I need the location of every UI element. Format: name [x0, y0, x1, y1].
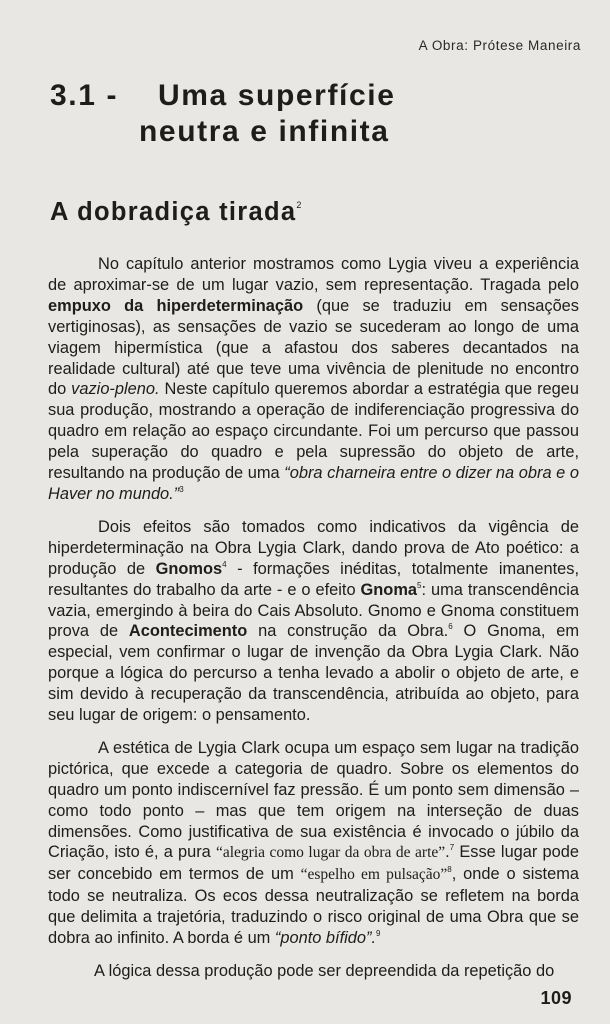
text-run: No capítulo anterior mostramos como Lygia viveu a experiência de aproximar-se de um lugar vazio, sem representação. Tragada pelo	[48, 255, 579, 294]
serif-quote: “alegria como lugar da obra de arte”	[215, 844, 446, 862]
chapter-heading	[50, 78, 395, 150]
text-run: Neste capítulo queremos abordar a estratégia que regeu sua produção, mostrando a operação de indiferenciação progressiva do quadro em relação ao espaço circundante. Foi um percurso que passou pela superação do quadro e pela supressão do objeto de arte, resultando na produção de uma	[48, 380, 579, 483]
paragraph	[48, 254, 579, 505]
section-title: A dobradiça tirada	[50, 198, 297, 226]
text-run: .	[445, 843, 450, 862]
section-heading	[50, 198, 301, 227]
bold-term: Acontecimento	[128, 622, 248, 641]
italic-quote: “ponto bífido”.	[274, 929, 377, 948]
footnote-marker: 2	[296, 200, 302, 210]
bold-term: Gnomos	[155, 559, 223, 578]
bold-term: Gnoma	[360, 580, 418, 599]
footnote-marker: 3	[179, 484, 184, 494]
text-run: A lógica dessa produção pode ser depreendida da repetição do	[94, 962, 555, 980]
text-run: O Gnoma, em especial, vem confirmar o lugar de invenção da Obra Lygia Clark. Não porque a lógica do percurso a tenha levado a abolir o objeto de arte, e sim devido à recuperação da transcendência, atribuída ao objeto, para seu lugar de origem: o pensamento.	[48, 622, 579, 725]
footnote-marker: 7	[449, 843, 455, 853]
text-run: Esse lugar pode ser concebido em termos de um	[48, 843, 580, 884]
body-text	[48, 254, 579, 994]
footnote-marker: 6	[448, 622, 453, 632]
paragraph	[48, 517, 579, 726]
text-run: A estética de Lygia Clark ocupa um espaço sem lugar na tradição pictórica, que excede a categoria de quadro. Sobre os elementos do quadro um ponto indiscernível faz pressão. É um ponto sem dimensão – como todo ponto – mas que tem origem na interseção de duas dimensões. Como justificativa de sua existência é invocado o júbilo da Criação, isto é, a pura	[48, 738, 579, 862]
italic-term: vazio-pleno.	[71, 380, 160, 399]
footnote-marker: 8	[447, 865, 452, 875]
text-run: (que se traduziu em sensações vertiginosas), as sensações de vazio se sucederam ao longo de uma viagem hipermística (que a afastou dos saberes decantados na realidade cultural) até que teve uma vivência de plenitude no encontro do	[48, 296, 579, 399]
chapter-title-line2: neutra e infinita	[139, 115, 390, 148]
paragraph	[48, 738, 579, 949]
chapter-title-line1: Uma superfície	[158, 79, 396, 112]
text-run: : uma transcendência vazia, emergindo à beira do Cais Absoluto. Gnomo e Gnoma constituem prova de	[48, 580, 579, 641]
footnote-marker: 4	[222, 559, 227, 569]
running-head: A Obra: Prótese Maneira	[418, 38, 581, 53]
footnote-marker: 5	[417, 580, 422, 590]
text-run: , onde o sistema todo se neutraliza. Os ecos dessa neutralização se refletem na borda que delimita a trajetória, traduzindo o risco original de uma Obra que se dobra ao infinito. A borda é um	[48, 865, 579, 948]
italic-quote: “obra charneira entre o dizer na obra e o Haver no mundo.”	[48, 464, 579, 503]
footnote-marker: 9	[376, 929, 381, 939]
bold-term: empuxo da hiperdeterminação	[48, 296, 304, 315]
text-run: Dois efeitos são tomados como indicativos da vigência de hiperdeterminação na Obra Lygia Clark, dando prova de Ato poético: a produção de	[48, 517, 579, 578]
page-number: 109	[540, 988, 572, 1008]
serif-quote: “espelho em pulsação”	[300, 866, 448, 884]
paragraph	[48, 961, 579, 982]
text-run: - formações inéditas, totalmente imanentes, resultantes do trabalho da arte - e o efeito	[48, 559, 579, 599]
chapter-number: 3.1 -	[50, 79, 119, 112]
text-run: na construção da Obra.	[247, 622, 449, 641]
